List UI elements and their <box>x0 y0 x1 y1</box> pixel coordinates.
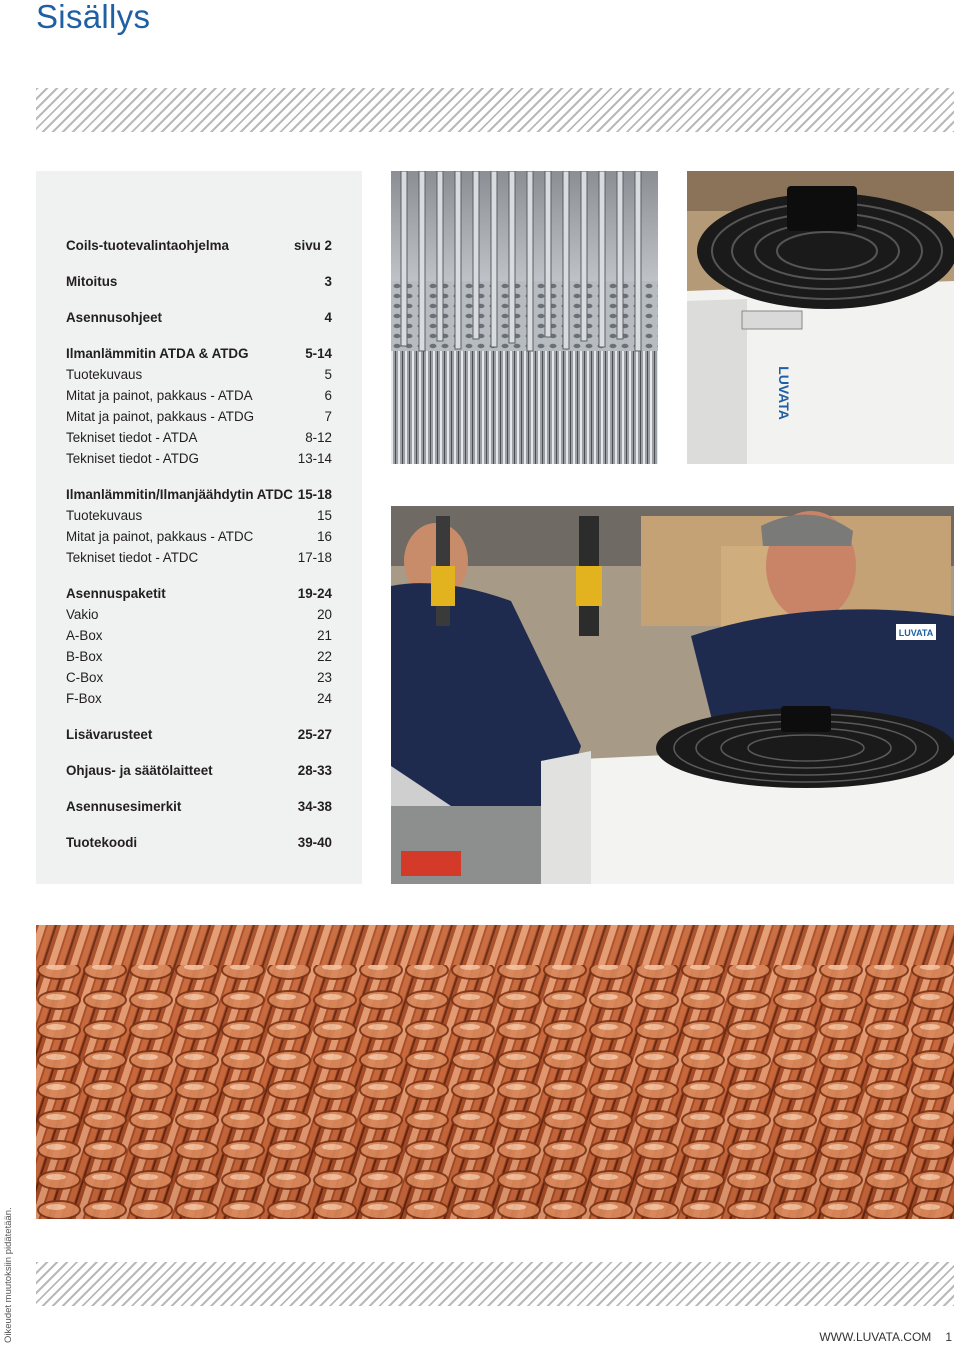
toc-entry-row[interactable] <box>66 688 332 709</box>
toc-group <box>66 724 332 745</box>
toc-heading-row[interactable] <box>66 307 332 328</box>
toc-heading-row[interactable] <box>66 583 332 604</box>
toc-entry-label: Asennusohjeet <box>66 310 162 325</box>
toc-entry-row[interactable] <box>66 427 332 448</box>
toc-entry-label: Asennusesimerkit <box>66 799 182 814</box>
toc-page-number: 21 <box>317 628 332 643</box>
toc-entry-row[interactable] <box>66 646 332 667</box>
toc-group <box>66 307 332 328</box>
toc-entry-label: Mitat ja painot, pakkaus - ATDG <box>66 409 255 424</box>
toc-group <box>66 583 332 709</box>
toc-heading-row[interactable] <box>66 832 332 853</box>
workers-photo <box>391 506 954 884</box>
toc-entry-label: Mitat ja painot, pakkaus - ATDC <box>66 529 254 544</box>
toc-entry-row[interactable] <box>66 526 332 547</box>
toc-heading-row[interactable] <box>66 796 332 817</box>
badge-logo: LUVATA <box>898 628 934 638</box>
toc-group <box>66 796 332 817</box>
toc-heading-row[interactable] <box>66 235 332 256</box>
toc-entry-label: Mitat ja painot, pakkaus - ATDA <box>66 388 253 403</box>
table-of-contents <box>66 235 332 868</box>
toc-entry-label: Asennuspaketit <box>66 586 166 601</box>
toc-entry-row[interactable] <box>66 604 332 625</box>
toc-group <box>66 832 332 853</box>
toc-page-number: 15 <box>317 508 332 523</box>
toc-entry-label: Tuotekuvaus <box>66 508 143 523</box>
toc-entry-label: Tekniset tiedot - ATDC <box>66 550 199 565</box>
toc-page-number: 3 <box>324 274 332 289</box>
toc-page-number: 7 <box>324 409 332 424</box>
toc-page-number: 8-12 <box>305 430 332 445</box>
toc-heading-row[interactable] <box>66 760 332 781</box>
toc-heading-row[interactable] <box>66 271 332 292</box>
toc-page-number: 20 <box>317 607 332 622</box>
toc-entry-row[interactable] <box>66 625 332 646</box>
fan-unit-photo <box>687 171 954 464</box>
page-footer <box>819 1330 952 1344</box>
toc-page-number: 5-14 <box>305 346 332 361</box>
toc-group <box>66 235 332 256</box>
toc-entry-label: Ohjaus- ja säätölaitteet <box>66 763 213 778</box>
toc-group <box>66 343 332 469</box>
toc-page-number: 39-40 <box>297 835 332 850</box>
toc-heading-row[interactable] <box>66 343 332 364</box>
toc-entry-label: F-Box <box>66 691 102 706</box>
toc-page-number: 25-27 <box>297 727 332 742</box>
page-title: Sisällys <box>36 0 151 35</box>
toc-entry-label: Tuotekuvaus <box>66 367 143 382</box>
footer-url[interactable]: WWW.LUVATA.COM <box>819 1330 932 1344</box>
toc-page-number: 34-38 <box>297 799 332 814</box>
hatched-divider-bottom <box>36 1262 954 1306</box>
toc-heading-row[interactable] <box>66 484 332 505</box>
toc-group <box>66 484 332 568</box>
toc-entry-label: C-Box <box>66 670 104 685</box>
toc-entry-row[interactable] <box>66 505 332 526</box>
toc-page-number: 15-18 <box>297 487 332 502</box>
toc-group <box>66 271 332 292</box>
toc-page-number: 28-33 <box>297 763 332 778</box>
toc-page-number: 24 <box>317 691 332 706</box>
toc-entry-row[interactable] <box>66 667 332 688</box>
toc-entry-label: Ilmanlämmitin ATDA & ATDG <box>66 346 249 361</box>
toc-page-number: 17-18 <box>297 550 332 565</box>
side-note: Oikeudet muutoksiin pidätetään. <box>3 1207 14 1343</box>
toc-entry-row[interactable] <box>66 547 332 568</box>
toc-entry-row[interactable] <box>66 448 332 469</box>
toc-entry-row[interactable] <box>66 385 332 406</box>
toc-page-number: 16 <box>317 529 332 544</box>
toc-entry-row[interactable] <box>66 406 332 427</box>
toc-page-number: 4 <box>324 310 332 325</box>
toc-panel <box>36 171 362 884</box>
toc-page-number: sivu 2 <box>294 238 332 253</box>
toc-entry-label: Tekniset tiedot - ATDG <box>66 451 199 466</box>
toc-page-number: 22 <box>317 649 332 664</box>
toc-entry-label: Lisävarusteet <box>66 727 153 742</box>
toc-entry-label: B-Box <box>66 649 103 664</box>
toc-page-number: 5 <box>324 367 332 382</box>
toc-page-number: 6 <box>324 388 332 403</box>
toc-entry-label: Tuotekoodi <box>66 835 138 850</box>
toc-page-number: 19-24 <box>297 586 332 601</box>
toc-entry-label: A-Box <box>66 628 103 643</box>
toc-page-number: 13-14 <box>297 451 332 466</box>
fins-photo <box>391 171 658 464</box>
copper-tubes-photo <box>36 925 954 1219</box>
fan-unit-logo: LUVATA <box>776 366 792 420</box>
toc-entry-label: Ilmanlämmitin/Ilmanjäähdytin ATDC <box>66 487 293 502</box>
toc-entry-row[interactable] <box>66 364 332 385</box>
toc-entry-label: Tekniset tiedot - ATDA <box>66 430 198 445</box>
toc-group <box>66 760 332 781</box>
toc-entry-label: Vakio <box>66 607 99 622</box>
toc-heading-row[interactable] <box>66 724 332 745</box>
page-number: 1 <box>945 1330 952 1344</box>
toc-page-number: 23 <box>317 670 332 685</box>
toc-entry-label: Coils-tuotevalintaohjelma <box>66 238 229 253</box>
toc-entry-label: Mitoitus <box>66 274 118 289</box>
hatched-divider-top <box>36 88 954 132</box>
